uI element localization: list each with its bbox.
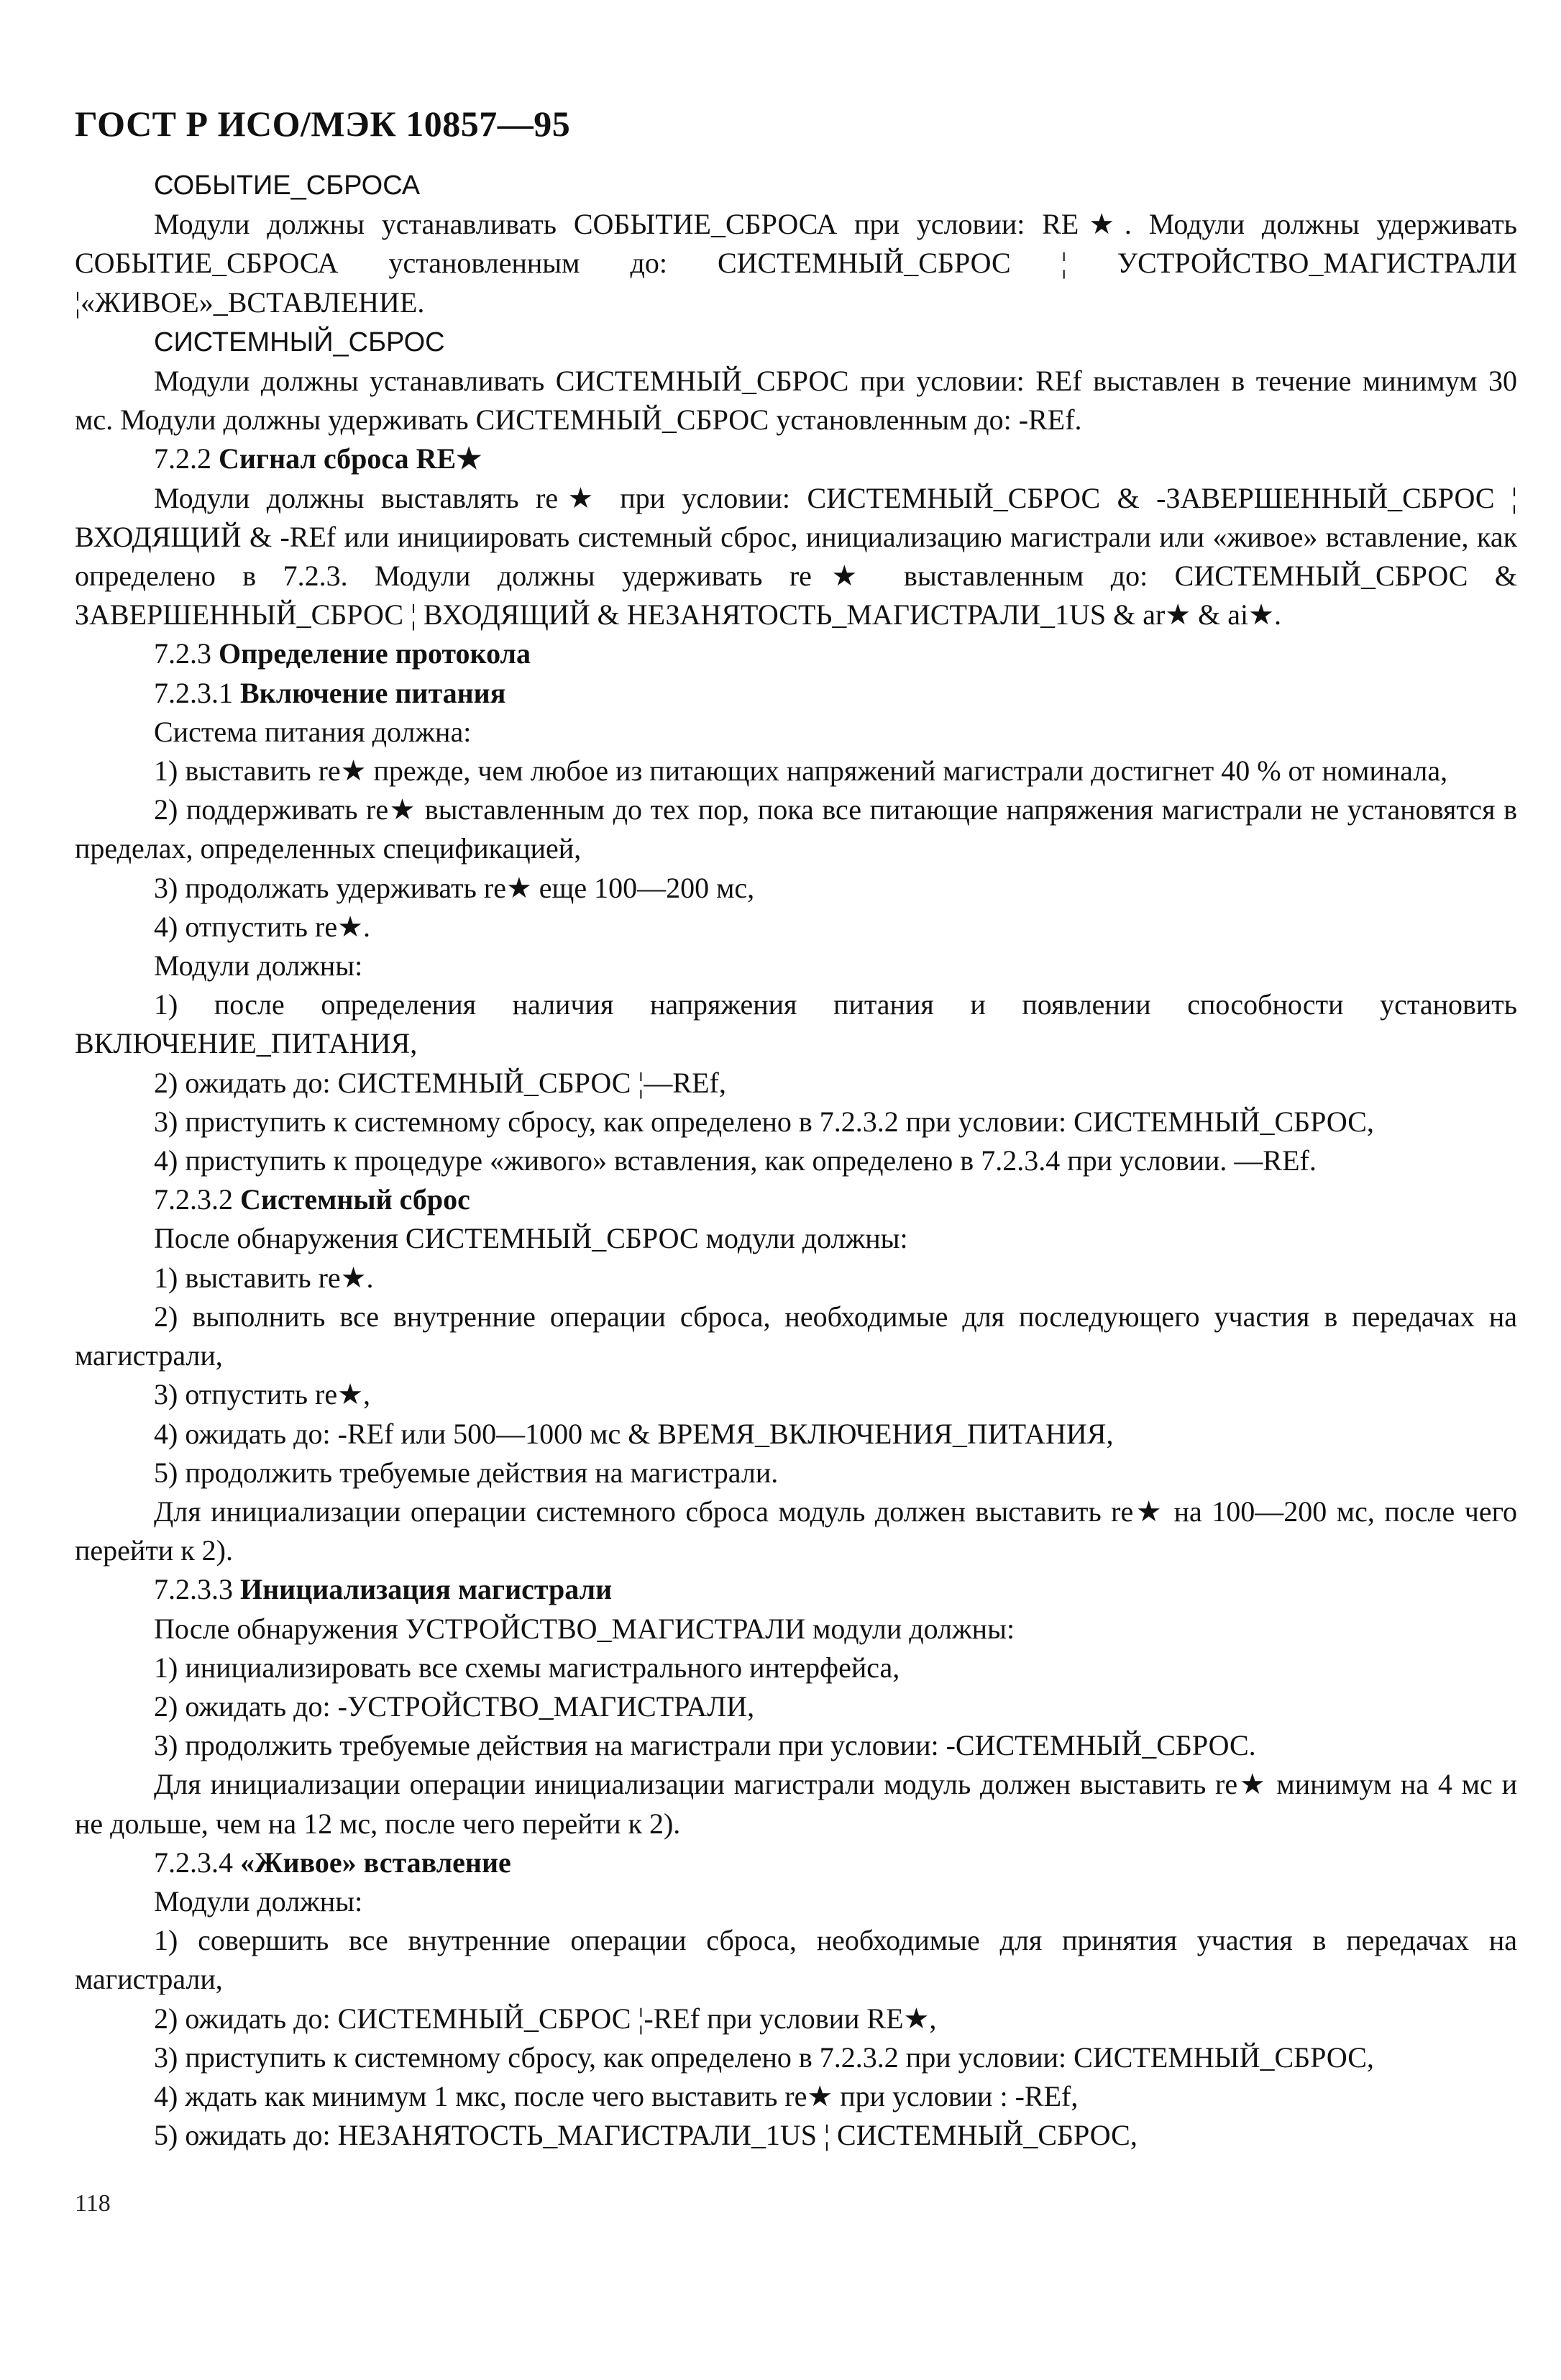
section-heading (75, 634, 1517, 673)
page-number: 118 (75, 2190, 111, 2217)
paragraph: 2) ожидать до: -УСТРОЙСТВО_МАГИСТРАЛИ, (154, 1690, 755, 1723)
document-page (75, 101, 1517, 2155)
section-title: «Живое» вставление (240, 1846, 511, 1879)
section-heading (75, 439, 1517, 478)
paragraph: 4) ждать как минимум 1 мкс, после чего выставить re★ при условии : -REf, (154, 2079, 1079, 2112)
section-number: 7.2.2 (154, 442, 211, 475)
section-number: 7.2.3.1 (154, 676, 233, 709)
term-heading (75, 165, 1517, 205)
paragraph: После обнаружения СИСТЕМНЫЙ_СБРОС модули должны: (154, 1222, 908, 1255)
section-title: Системный сброс (240, 1183, 470, 1216)
paragraph: Модули должны выставлять re★ при условии: СИСТЕМНЫЙ_СБРОС & -ЗАВЕРШЕННЫЙ_СБРОС ¦ ВХОДЯЩИЙ & -REf или инициировать системный сброс, инициализацию магистрали или «живое» вставление, как определено в 7.2.3. Модули должны удерживать re★ выставленным до: СИСТЕМНЫЙ_СБРОС & ЗАВЕРШЕННЫЙ_СБРОС ¦ ВХОДЯЩИЙ & НЕЗАНЯТОСТЬ_МАГИСТРАЛИ_1US & ar★ & ai★. (75, 481, 1517, 632)
paragraph: Для инициализации операции инициализации магистрали модуль должен выставить re★ минимум на 4 мс и не дольше, чем на 12 мс, после чего перейти к 2). (75, 1768, 1517, 1840)
paragraph: 1) совершить все внутренние операции сброса, необходимые для принятия участия в передачах на магистрали, (75, 1924, 1517, 1996)
paragraph: 2) выполнить все внутренние операции сброса, необходимые для последующего участия в передачах на магистрали, (75, 1300, 1517, 1372)
term-label: СОБЫТИЕ_СБРОСА (154, 170, 421, 201)
paragraph: 3) приступить к системному сбросу, как определено в 7.2.3.2 при условии: СИСТЕМНЫЙ_СБРОС, (154, 1105, 1374, 1138)
paragraph: 4) отпустить re★. (154, 910, 370, 943)
paragraph: Модули должны устанавливать СОБЫТИЕ_СБРОСА при условии: RE★. Модули должны удерживать СОБЫТИЕ_СБРОСА установленным до: СИСТЕМНЫЙ_СБРОС ¦ УСТРОЙСТВО_МАГИСТРАЛИ ¦«ЖИВОЕ»_ВСТАВЛЕНИЕ. (75, 208, 1517, 319)
paragraph: 2) ожидать до: СИСТЕМНЫЙ_СБРОС ¦-REf при условии RE★, (154, 2002, 937, 2035)
paragraph: 1) выставить re★. (154, 1261, 374, 1294)
section-heading (75, 1843, 1517, 1882)
section-number: 7.2.3 (154, 637, 211, 670)
section-title: Инициализация магистрали (240, 1573, 613, 1606)
paragraph: 2) поддерживать re★ выставленным до тех пор, пока все питающие напряжения магистрали не установятся в пределах, определенных спецификацией, (75, 793, 1517, 865)
section-number: 7.2.3.3 (154, 1573, 233, 1606)
section-number: 7.2.3.2 (154, 1183, 233, 1216)
section-title: Включение питания (240, 676, 506, 709)
paragraph: 1) инициализировать все схемы магистрального интерфейса, (154, 1651, 900, 1684)
paragraph: 5) продолжить требуемые действия на магистрали. (154, 1456, 779, 1489)
term-heading (75, 322, 1517, 362)
paragraph: 3) продолжать удерживать re★ еще 100—200 мс, (154, 871, 755, 904)
section-heading (75, 1180, 1517, 1219)
paragraph: 3) отпустить re★, (154, 1378, 370, 1411)
paragraph: 3) продолжить требуемые действия на магистрали при условии: -СИСТЕМНЫЙ_СБРОС. (154, 1729, 1256, 1762)
paragraph: 3) приступить к системному сбросу, как определено в 7.2.3.2 при условии: СИСТЕМНЫЙ_СБРОС, (154, 2041, 1374, 2074)
paragraph: Модули должны: (154, 949, 363, 982)
paragraph: 1) после определения наличия напряжения питания и появлении способности установить ВКЛЮЧЕНИЕ_ПИТАНИЯ, (75, 988, 1517, 1060)
paragraph: Модули должны устанавливать СИСТЕМНЫЙ_СБРОС при условии: REf выставлен в течение минимум 30 мс. Модули должны удерживать СИСТЕМНЫЙ_СБРОС установленным до: -REf. (75, 365, 1517, 437)
paragraph: 4) ожидать до: -REf или 500—1000 мс & ВРЕМЯ_ВКЛЮЧЕНИЯ_ПИТАНИЯ, (154, 1417, 1114, 1450)
paragraph: Система питания должна: (154, 715, 472, 748)
document-body (75, 165, 1517, 2155)
section-number: 7.2.3.4 (154, 1846, 233, 1879)
paragraph: После обнаружения УСТРОЙСТВО_МАГИСТРАЛИ модули должны: (154, 1612, 1015, 1645)
section-heading (75, 674, 1517, 713)
standard-header: ГОСТ Р ИСО/МЭК 10857—95 (75, 104, 571, 144)
paragraph: 1) выставить re★ прежде, чем любое из питающих напряжений магистрали достигнет 40 % от номинала, (154, 754, 1448, 788)
section-heading (75, 1570, 1517, 1609)
paragraph: 5) ожидать до: НЕЗАНЯТОСТЬ_МАГИСТРАЛИ_1US ¦ СИСТЕМНЫЙ_СБРОС, (154, 2119, 1137, 2152)
paragraph: 2) ожидать до: СИСТЕМНЫЙ_СБРОС ¦—REf, (154, 1066, 726, 1099)
paragraph: 4) приступить к процедуре «живого» вставления, как определено в 7.2.3.4 при условии. —REf. (154, 1144, 1317, 1177)
section-title: Сигнал сброса RE★ (219, 442, 482, 475)
paragraph: Для инициализации операции системного сброса модуль должен выставить re★ на 100—200 мс, после чего перейти к 2). (75, 1495, 1517, 1567)
section-title: Определение протокола (219, 637, 531, 670)
term-label: СИСТЕМНЫЙ_СБРОС (154, 327, 445, 357)
paragraph: Модули должны: (154, 1884, 363, 1918)
